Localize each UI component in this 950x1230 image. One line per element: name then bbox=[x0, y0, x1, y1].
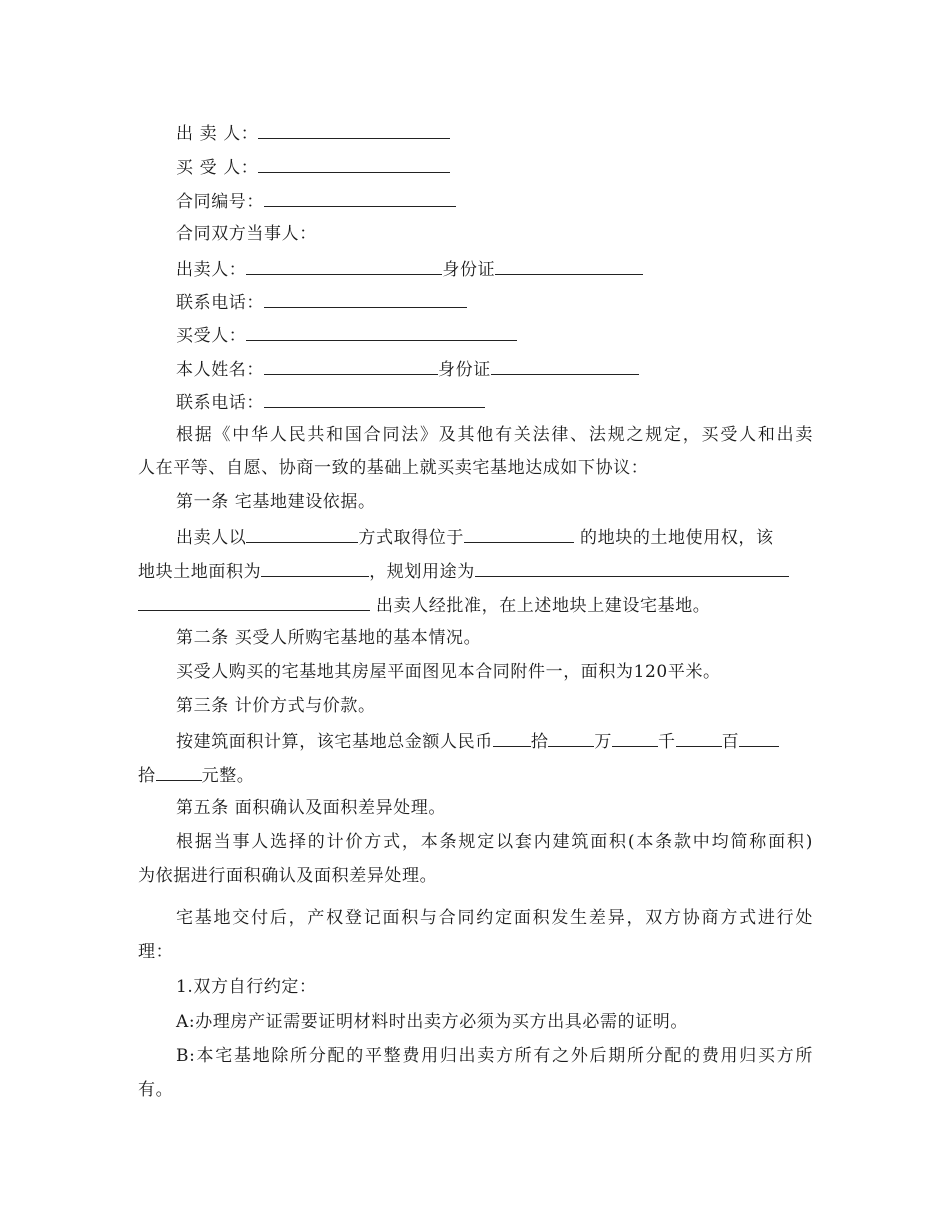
article-3-line-2 bbox=[138, 763, 813, 785]
seller-phone-label: 联系电话： bbox=[176, 293, 264, 313]
article-1-title: 第一条 宅基地建设依据。 bbox=[176, 492, 376, 512]
article-2-body: 买受人购买的宅基地其房屋平面图见本合同附件一，面积为120平米。 bbox=[176, 662, 721, 682]
seller-phone-blank bbox=[264, 290, 467, 308]
art1-method-blank bbox=[246, 525, 358, 543]
art1-use-label: ，规划用途为 bbox=[369, 562, 475, 582]
buyer-header-row bbox=[176, 155, 813, 177]
seller-id-blank bbox=[495, 257, 643, 275]
art3-unit-shi-wan: 拾 bbox=[530, 732, 549, 752]
seller-header-blank bbox=[258, 121, 450, 139]
seller-label: 出卖人： bbox=[176, 260, 247, 280]
art3-unit-wan: 万 bbox=[594, 732, 613, 752]
buyer-label: 买受人： bbox=[176, 326, 247, 346]
art3-unit-shi: 拾 bbox=[138, 766, 156, 786]
buyer-phone-blank bbox=[264, 390, 485, 408]
art3-blank-1 bbox=[493, 729, 531, 747]
art3-blank-6 bbox=[156, 763, 202, 781]
article-3-line-1 bbox=[176, 729, 813, 751]
article-5-item-b-line2: 有。 bbox=[138, 1080, 174, 1100]
article-5-para1-line1: 根据当事人选择的计价方式，本条规定以套内建筑面积(本条款中均简称面积) bbox=[176, 832, 813, 852]
parties-title: 合同双方当事人： bbox=[176, 224, 317, 244]
contract-number-label: 合同编号： bbox=[176, 192, 264, 212]
seller-id-label: 身份证 bbox=[442, 260, 496, 280]
art3-unit-bai: 百 bbox=[721, 732, 740, 752]
art3-unit-qian: 千 bbox=[658, 732, 676, 752]
art1-use-blank bbox=[475, 559, 789, 577]
buyer-header-blank bbox=[258, 155, 450, 173]
article-1-line-1 bbox=[176, 525, 813, 547]
art1-approval-text: 出卖人经批准，在上述地块上建设宅基地。 bbox=[370, 596, 711, 616]
art1-land-right-text: 的地块的土地使用权，该 bbox=[574, 528, 774, 548]
buyer-id-label: 身份证 bbox=[438, 360, 491, 380]
buyer-name-blank bbox=[246, 323, 517, 341]
article-3-title: 第三条 计价方式与价款。 bbox=[176, 696, 376, 716]
buyer-header-label: 买 受 人： bbox=[176, 158, 259, 178]
buyer-name-row bbox=[176, 357, 813, 379]
contract-number-blank bbox=[264, 189, 456, 207]
art3-unit-yuan: 元整。 bbox=[201, 766, 255, 786]
preamble-line-1: 根据《中华人民共和国合同法》及其他有关法律、法规之规定，买受人和出卖 bbox=[176, 425, 813, 445]
art3-blank-4 bbox=[676, 729, 722, 747]
seller-phone-row bbox=[176, 290, 813, 312]
buyer-phone-label: 联系电话： bbox=[176, 393, 264, 413]
art1-area-blank bbox=[261, 559, 369, 577]
seller-header-row bbox=[176, 121, 813, 143]
article-1-line-3 bbox=[138, 593, 813, 615]
article-5-item-b-line1: B:本宅基地除所分配的平整费用归出卖方所有之外后期所分配的费用归买方所 bbox=[176, 1046, 813, 1066]
buyer-row bbox=[176, 323, 813, 345]
art1-location-label: 方式取得位于 bbox=[358, 528, 465, 548]
art1-area-label: 地块土地面积为 bbox=[138, 562, 262, 582]
buyer-phone-row bbox=[176, 390, 813, 412]
art1-location-blank bbox=[464, 525, 574, 543]
seller-row bbox=[176, 257, 813, 279]
article-1-line-2 bbox=[138, 559, 813, 581]
article-5-para2-line2: 理： bbox=[138, 942, 174, 962]
art3-blank-3 bbox=[612, 729, 658, 747]
art3-total-label: 按建筑面积计算，该宅基地总金额人民币 bbox=[176, 732, 493, 752]
preamble-line-2: 人在平等、自愿、协商一致的基础上就买卖宅基地达成如下协议： bbox=[138, 458, 649, 478]
buyer-name-label: 本人姓名： bbox=[176, 360, 264, 380]
seller-name-blank bbox=[246, 257, 442, 275]
article-5-para1-line2: 为依据进行面积确认及面积差异处理。 bbox=[138, 866, 438, 886]
art1-use-blank-cont bbox=[138, 593, 370, 611]
art3-blank-5 bbox=[739, 729, 779, 747]
art1-method-label: 出卖人以 bbox=[176, 528, 247, 548]
article-5-para2-line1: 宅基地交付后，产权登记面积与合同约定面积发生差异，双方协商方式进行处 bbox=[176, 908, 813, 928]
article-5-title: 第五条 面积确认及面积差异处理。 bbox=[176, 798, 447, 818]
article-5-item-1: 1.双方自行约定： bbox=[176, 977, 317, 997]
contract-number-row bbox=[176, 189, 813, 211]
buyer-id-blank bbox=[491, 357, 639, 375]
article-2-title: 第二条 买受人所购宅基地的基本情况。 bbox=[176, 628, 482, 648]
buyer-name-blank-2 bbox=[264, 357, 438, 375]
art3-blank-2 bbox=[548, 729, 594, 747]
article-5-item-a: A:办理房产证需要证明材料时出卖方必须为买方出具必需的证明。 bbox=[176, 1012, 689, 1032]
seller-header-label: 出 卖 人： bbox=[176, 124, 259, 144]
